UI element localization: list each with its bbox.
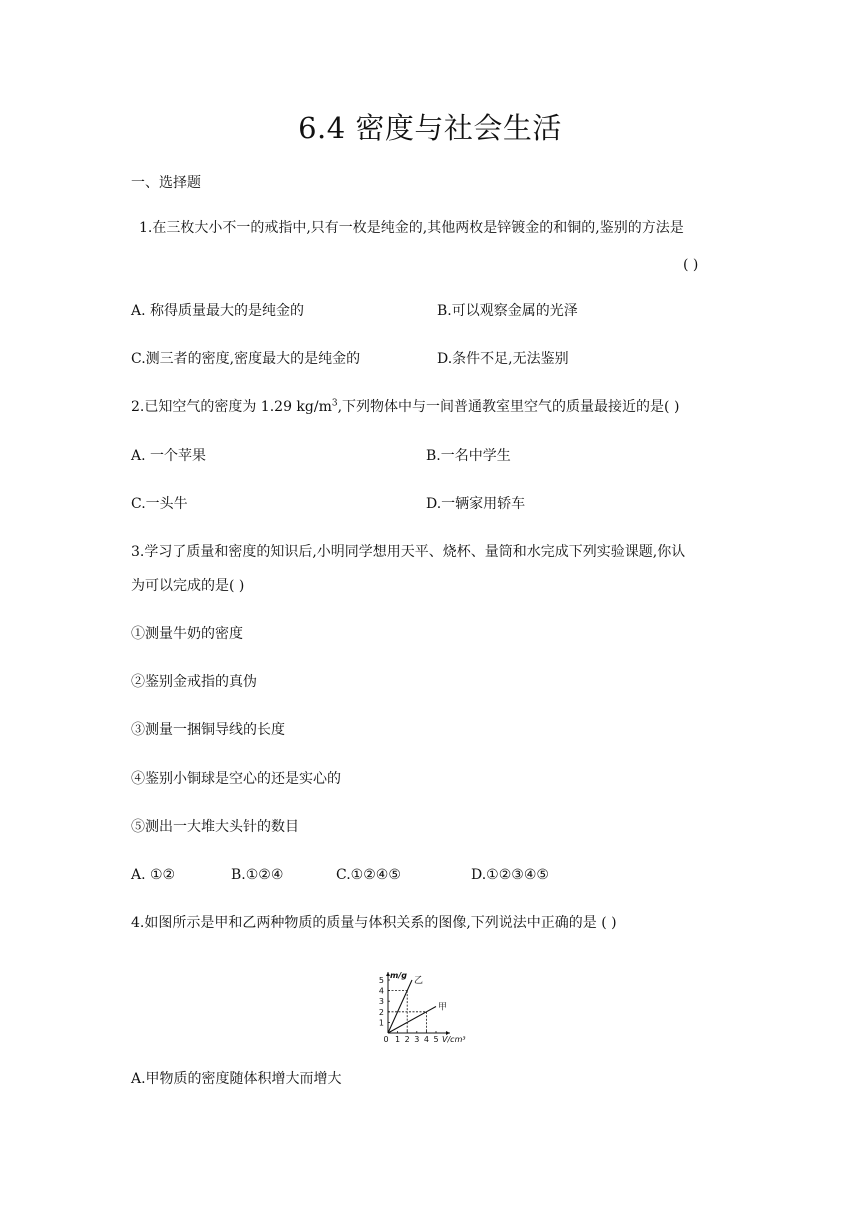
y-tick-label: 1 — [378, 1018, 384, 1028]
q4-option-a: A.甲物质的密度随体积增大而增大 — [131, 1071, 342, 1087]
q3-item-5: ⑤测出一大堆大头针的数目 — [131, 819, 299, 835]
mass-volume-graph — [364, 952, 489, 1044]
q2-option-d: D.一辆家用轿车 — [426, 496, 526, 512]
x-tick-label: 4 — [423, 1035, 429, 1044]
q3-item-3: ③测量一捆铜导线的长度 — [131, 722, 285, 738]
y-tick-label: 2 — [378, 1007, 384, 1017]
q3-option-b: B.①②④ — [231, 867, 284, 883]
q2-stem-pre: 2.已知空气的密度为 1.29 kg/m — [131, 399, 332, 415]
x-tick-label: 5 — [433, 1035, 439, 1044]
q2-option-b: B.一名中学生 — [426, 448, 511, 464]
q4-stem: 4.如图所示是甲和乙两种物质的质量与体积关系的图像,下列说法中正确的是 ( ) — [131, 915, 617, 931]
q3-option-a: A. ①② — [131, 867, 176, 883]
graph-guide-lines — [388, 991, 426, 1033]
q3-option-d: D.①②③④⑤ — [471, 867, 549, 883]
q1-option-a: A. 称得质量最大的是纯金的 — [131, 303, 305, 319]
q3-stem-line1: 3.学习了质量和密度的知识后,小明同学想用天平、烧杯、量筒和水完成下列实验课题,你认 — [131, 544, 686, 560]
q2-stem — [131, 397, 679, 417]
q3-item-2: ②鉴别金戒指的真伪 — [131, 674, 257, 690]
series-label-jia: 甲 — [438, 1002, 448, 1013]
x-tick-label: 1 — [395, 1035, 401, 1044]
q3-stem-line2: 为可以完成的是( ) — [131, 578, 245, 594]
y-tick-label: 3 — [378, 997, 384, 1007]
q3-option-c: C.①②④⑤ — [336, 867, 401, 883]
y-tick-label: 5 — [378, 976, 384, 985]
q1-stem: 1.在三枚大小不一的戒指中,只有一枚是纯金的,其他两枚是锌镀金的和铜的,鉴别的方法是 — [139, 220, 684, 236]
series-line-yi — [388, 980, 412, 1033]
y-tick-label: 4 — [378, 986, 384, 996]
q3-item-1: ①测量牛奶的密度 — [131, 626, 243, 642]
q1-option-d: D.条件不足,无法鉴别 — [437, 351, 569, 367]
q2-option-c: C.一头牛 — [131, 496, 188, 512]
graph-series — [388, 980, 436, 1033]
q1-option-c: C.测三者的密度,密度最大的是纯金的 — [131, 351, 361, 367]
x-tick-label: 3 — [414, 1035, 420, 1044]
q2-stem-superscript: 3 — [331, 398, 338, 409]
q2-option-a: A. 一个苹果 — [131, 448, 207, 464]
x-tick-label: 2 — [404, 1035, 410, 1044]
q2-stem-post: ,下列物体中与一间普通教室里空气的质量最接近的是( ) — [337, 399, 680, 415]
series-label-yi: 乙 — [414, 976, 424, 986]
series-line-jia — [388, 1007, 436, 1034]
x-axis-title: V/cm³ — [442, 1035, 466, 1044]
x-tick-label: 0 — [383, 1035, 389, 1044]
q1-answer-blank: ( ) — [683, 257, 699, 273]
q1-option-b: B.可以观察金属的光泽 — [437, 303, 578, 319]
y-axis-title: m/g — [390, 971, 407, 980]
section-heading: 一、选择题 — [131, 175, 201, 191]
page-title: 6.4 密度与社会生活 — [298, 111, 562, 145]
q3-item-4: ④鉴别小铜球是空心的还是实心的 — [131, 771, 341, 787]
